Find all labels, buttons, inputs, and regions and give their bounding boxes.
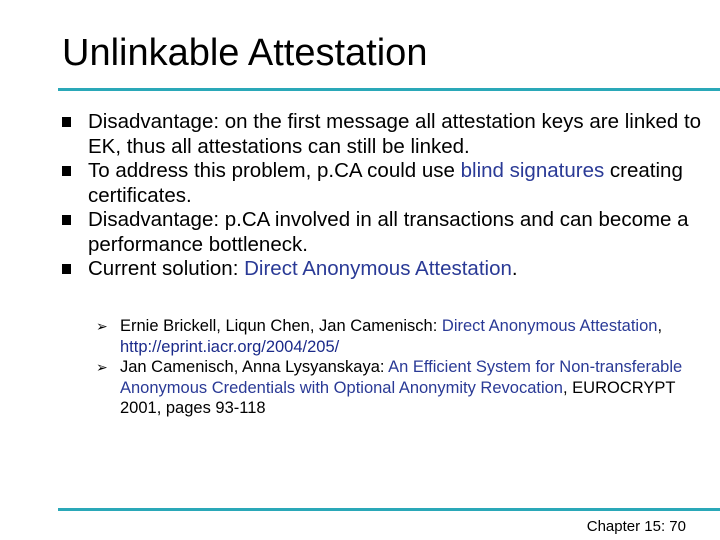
reference-item — [96, 316, 700, 357]
reference-title: An Efficient System for Non-transferable Anonymous Credentials with Optional Anonymity Revocation — [120, 358, 683, 397]
daa-term: Direct Anonymous Attestation — [244, 257, 512, 280]
blind-signatures-term: blind signatures — [460, 159, 605, 182]
bottom-divider — [58, 508, 720, 511]
arrow-bullet-icon: ➢ — [96, 359, 108, 375]
arrow-bullet-icon: ➢ — [96, 318, 108, 334]
bullet-item — [88, 208, 708, 257]
square-bullet-icon — [62, 215, 71, 225]
reference-authors: Jan Camenisch, Anna Lysyanskaya: — [120, 358, 389, 376]
bullet-item — [88, 110, 708, 159]
square-bullet-icon — [62, 117, 71, 127]
slide-title: Unlinkable Attestation — [62, 32, 428, 74]
square-bullet-icon — [62, 264, 71, 274]
reference-authors: Ernie Brickell, Liqun Chen, Jan Camenisch: — [120, 317, 442, 335]
bullet-text: Disadvantage: on the first message all attestation keys are linked to EK, thus all attestations can still be linked. — [88, 110, 702, 158]
square-bullet-icon — [62, 166, 71, 176]
bullet-text-tail: . — [511, 257, 518, 280]
reference-title: Direct Anonymous Attestation — [441, 317, 658, 335]
top-divider — [58, 88, 720, 91]
bullet-item — [88, 159, 708, 208]
reference-separator: , — [657, 317, 663, 335]
reference-venue: EUROCRYPT 2001, pages 93-118 — [120, 378, 676, 417]
bullet-item — [88, 257, 708, 282]
bullet-list — [88, 110, 708, 282]
bullet-text: To address this problem, p.CA could use — [88, 159, 461, 182]
reference-list — [96, 316, 700, 419]
reference-separator: , — [562, 378, 573, 397]
bullet-text: Disadvantage: p.CA involved in all transactions and can become a performance bottleneck. — [88, 208, 689, 256]
reference-url-link[interactable]: http://eprint.iacr.org/2004/205/ — [120, 337, 340, 356]
bullet-text: Current solution: — [88, 257, 245, 280]
bullet-text-tail: creating certificates. — [88, 159, 683, 207]
slide-footer: Chapter 15: 70 — [586, 518, 686, 535]
reference-item — [96, 357, 700, 419]
